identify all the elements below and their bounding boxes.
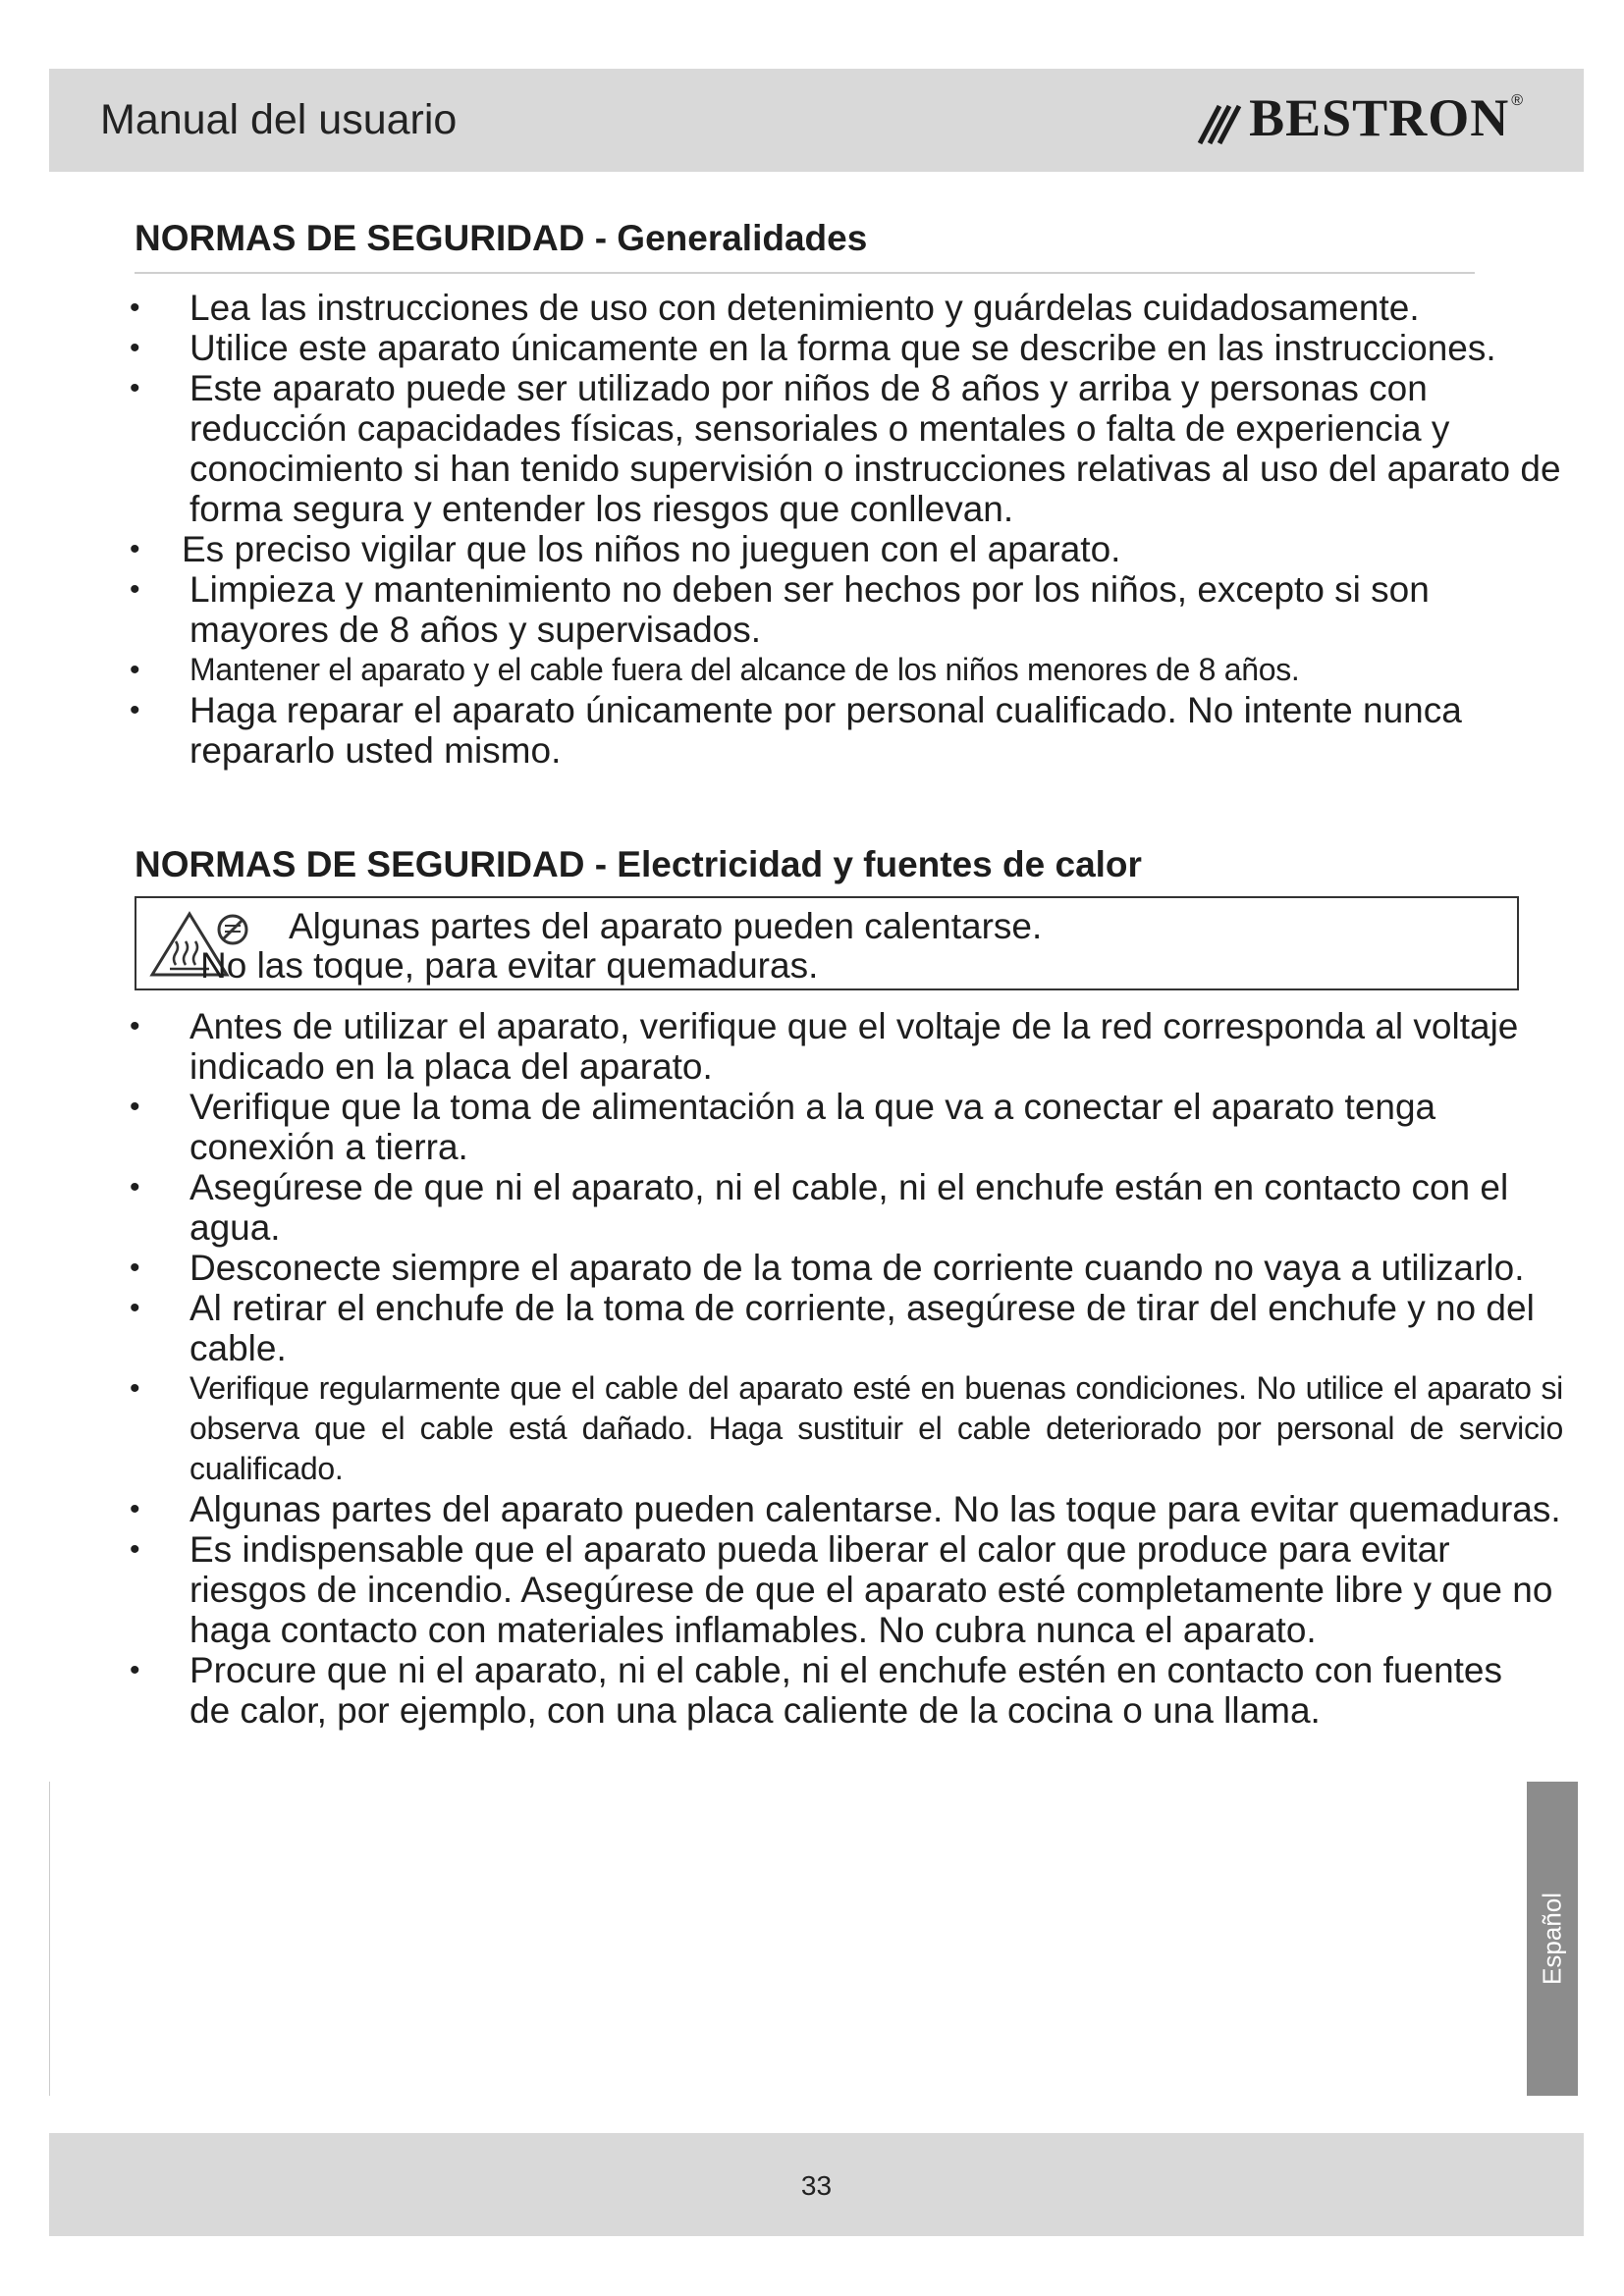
list-item: • Limpieza y mantenimiento no deben ser hechos por los niños, excepto si son mayores de 8 años y supervisados. xyxy=(130,569,1430,650)
bullet-icon: • xyxy=(130,1372,140,1405)
list-item: • Lea las instrucciones de uso con detenimiento y guárdelas cuidadosamente. xyxy=(130,288,1420,328)
margin-line xyxy=(49,1782,50,2096)
bullet-icon: • xyxy=(130,694,140,726)
language-tab xyxy=(1527,1782,1578,2096)
list-item: • Mantener el aparato y el cable fuera del alcance de los niños menores de 8 años. xyxy=(0,650,1624,690)
bullet-icon: • xyxy=(130,1171,140,1203)
bullet-icon: • xyxy=(130,533,140,565)
bullet-icon: • xyxy=(130,1654,140,1686)
list-item: • Algunas partes del aparato pueden calentarse. No las toque para evitar quemaduras. xyxy=(130,1489,1561,1529)
section-title-electricity: NORMAS DE SEGURIDAD - Electricidad y fuentes de calor xyxy=(135,844,1142,884)
language-tab-label: Español xyxy=(1537,1893,1567,1985)
list-item: • Antes de utilizar el aparato, verifique que el voltaje de la red corresponda al voltaje indicado en la placa del aparato. xyxy=(130,1006,1519,1087)
logo-registered-mark: ® xyxy=(1511,92,1523,109)
bullet-icon: • xyxy=(130,1292,140,1324)
list-item: • Asegúrese de que ni el aparato, ni el cable, ni el enchufe están en contacto con el agua. xyxy=(130,1167,1509,1248)
logo-wordmark: BESTRON xyxy=(1249,88,1510,147)
page-header xyxy=(49,69,1584,172)
page-footer xyxy=(49,2133,1584,2236)
bullet-icon: • xyxy=(130,1533,140,1566)
bullet-icon: • xyxy=(130,654,140,686)
logo-chevron-icon xyxy=(1196,100,1245,147)
bullet-icon: • xyxy=(130,1010,140,1042)
warning-text-line1: Algunas partes del aparato pueden calentarse. xyxy=(289,906,1043,946)
list-item: • Utilice este aparato únicamente en la forma que se describe en las instrucciones. xyxy=(130,328,1496,368)
section-title-general: NORMAS DE SEGURIDAD - Generalidades xyxy=(135,218,868,258)
list-item: • Haga reparar el aparato únicamente por personal cualificado. No intente nunca repararlo usted mismo. xyxy=(130,690,1462,771)
bullet-icon: • xyxy=(130,332,140,364)
bullet-icon: • xyxy=(130,292,140,324)
list-item: • Es indispensable que el aparato pueda liberar el calor que produce para evitar riesgos de incendio. Asegúrese de que el aparato esté completamente libre y que no haga contacto con materiales inflamables. No cubra nunca el aparato. xyxy=(130,1529,1553,1650)
list-item: • Desconecte siempre el aparato de la toma de corriente cuando no vaya a utilizarlo. xyxy=(130,1248,1525,1288)
electrical-safety-list xyxy=(0,1006,1624,1731)
list-item: • Procure que ni el aparato, ni el cable, ni el enchufe estén en contacto con fuentes de calor, por ejemplo, con una placa caliente de la cocina o una llama. xyxy=(130,1650,1503,1731)
manual-title: Manual del usuario xyxy=(100,96,458,143)
warning-text-line2: No las toque, para evitar quemaduras. xyxy=(200,945,819,986)
general-safety-list xyxy=(0,288,1624,771)
bullet-icon: • xyxy=(130,1252,140,1284)
bestron-logo xyxy=(1196,88,1523,147)
bullet-icon: • xyxy=(130,1493,140,1525)
page-number: 33 xyxy=(800,2170,833,2201)
bullet-icon: • xyxy=(130,372,140,404)
bullet-icon: • xyxy=(130,1091,140,1123)
list-item: • Este aparato puede ser utilizado por niños de 8 años y arriba y personas con reducción capacidades físicas, sensoriales o mentales o falta de experiencia y conocimiento si han tenido supervisión o instrucciones relativas al uso del aparato de forma segura y entender los riesgos que conllevan. xyxy=(130,368,1561,529)
hot-surface-warning-box xyxy=(135,896,1519,990)
section-divider xyxy=(135,272,1475,274)
list-item: • Es preciso vigilar que los niños no jueguen con el aparato. xyxy=(130,529,1121,569)
list-item: • Al retirar el enchufe de la toma de corriente, asegúrese de tirar del enchufe y no del cable. xyxy=(130,1288,1535,1368)
bullet-icon: • xyxy=(130,573,140,606)
list-item: • Verifique que la toma de alimentación a la que va a conectar el aparato tenga conexión a tierra. xyxy=(130,1087,1436,1167)
list-item: • Verifique regularmente que el cable del aparato esté en buenas condiciones. No utilice el aparato si observa que el cable está dañado. Haga sustituir el cable deteriorado por personal de servicio cualificado. xyxy=(130,1370,1563,1486)
